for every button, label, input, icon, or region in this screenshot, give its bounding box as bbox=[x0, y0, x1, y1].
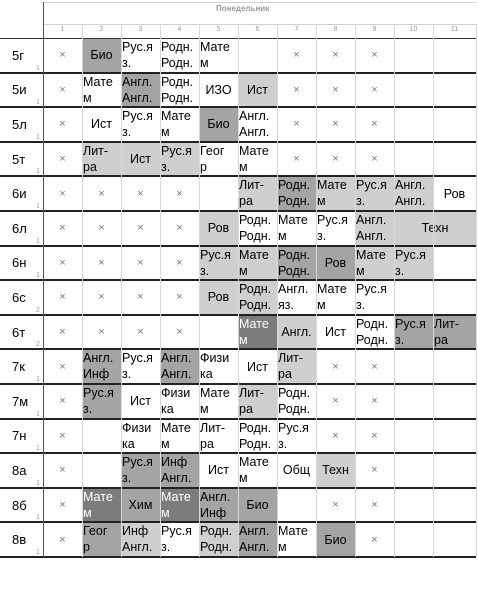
unavailable-mark: × bbox=[59, 395, 66, 408]
class-shift-number: 1 bbox=[36, 548, 40, 556]
lesson-slot[interactable]: Родн. Родн. bbox=[239, 213, 272, 243]
empty-slot[interactable] bbox=[394, 73, 433, 108]
empty-slot[interactable] bbox=[199, 176, 238, 211]
unavailable-mark: × bbox=[332, 499, 339, 512]
class-label bbox=[0, 384, 43, 419]
lesson-slot[interactable]: Ист bbox=[130, 394, 151, 409]
empty-slot[interactable] bbox=[433, 246, 476, 281]
unavailable-mark: × bbox=[98, 256, 105, 269]
class-shift-number: 1 bbox=[36, 445, 40, 453]
lesson-slot[interactable]: Рус.я з. bbox=[394, 246, 433, 281]
empty-slot[interactable] bbox=[433, 349, 476, 384]
unavailable-mark: × bbox=[59, 153, 66, 166]
unavailable-mark: × bbox=[293, 153, 300, 166]
class-label bbox=[0, 73, 43, 108]
lesson-slot[interactable]: Рус.я з. bbox=[122, 351, 153, 382]
lesson-slot[interactable]: Рус.я з. bbox=[278, 420, 309, 451]
lesson-slot[interactable]: Мате м bbox=[278, 213, 308, 243]
lesson-slot[interactable]: Физи ка bbox=[161, 386, 191, 416]
lesson-slot[interactable]: Био bbox=[238, 488, 277, 523]
class-name: 6т bbox=[12, 324, 26, 340]
unavailable-mark: × bbox=[332, 49, 339, 62]
column-number-header: 4 bbox=[177, 26, 182, 33]
lesson-slot[interactable]: Био bbox=[199, 107, 238, 142]
empty-slot[interactable] bbox=[394, 419, 433, 454]
lesson-slot[interactable]: Родн. Родн. bbox=[161, 40, 194, 70]
empty-slot[interactable] bbox=[394, 384, 433, 419]
lesson-slot[interactable]: Мате м bbox=[278, 524, 308, 555]
lesson-slot[interactable]: Лит- ра bbox=[238, 384, 277, 419]
column-divider bbox=[238, 24, 239, 557]
lesson-slot[interactable]: Англ. Англ. bbox=[160, 349, 199, 384]
lesson-slot[interactable]: Рус.я з. bbox=[161, 524, 192, 555]
lesson-slot[interactable]: Англ. bbox=[277, 315, 316, 350]
unavailable-mark: × bbox=[371, 83, 378, 96]
lesson-slot[interactable]: Англ. яз. bbox=[278, 282, 309, 313]
lesson-slot[interactable]: Мате м bbox=[238, 246, 277, 281]
unavailable-mark: × bbox=[59, 118, 66, 131]
lesson-slot[interactable]: Мате м bbox=[83, 74, 113, 105]
empty-slot[interactable] bbox=[199, 315, 238, 350]
class-label bbox=[0, 176, 43, 211]
lesson-slot[interactable]: Био bbox=[82, 38, 121, 73]
lesson-slot[interactable]: Мате м bbox=[317, 282, 347, 313]
class-label bbox=[0, 349, 43, 384]
unavailable-mark: × bbox=[332, 429, 339, 442]
unavailable-mark: × bbox=[371, 395, 378, 408]
empty-slot[interactable] bbox=[394, 38, 433, 73]
lesson-slot[interactable]: Родн. Родн. bbox=[238, 280, 277, 315]
lesson-slot[interactable]: Англ. Англ. bbox=[355, 211, 394, 246]
unavailable-mark: × bbox=[293, 49, 300, 62]
lesson-slot[interactable]: Рус.я з. bbox=[122, 109, 153, 140]
class-name: 8в bbox=[12, 532, 27, 548]
lesson-slot[interactable]: Рус.я з. bbox=[82, 384, 121, 419]
column-number-header: 6 bbox=[255, 26, 260, 33]
lesson-slot[interactable]: Ров bbox=[443, 186, 466, 201]
unavailable-mark: × bbox=[371, 464, 378, 477]
lesson-slot[interactable]: Рус.я з. bbox=[121, 453, 160, 488]
unavailable-mark: × bbox=[59, 291, 66, 304]
class-shift-number: 1 bbox=[36, 202, 40, 210]
unavailable-mark: × bbox=[98, 291, 105, 304]
lesson-slot[interactable]: Ист bbox=[121, 142, 160, 177]
empty-slot[interactable] bbox=[433, 142, 476, 177]
lesson-slot[interactable]: Англ. Инф bbox=[199, 488, 238, 523]
lesson-slot[interactable]: Ров bbox=[199, 211, 238, 246]
empty-slot[interactable] bbox=[433, 384, 476, 419]
class-label bbox=[0, 246, 43, 281]
lesson-slot[interactable]: Рус.я з. bbox=[160, 142, 199, 177]
unavailable-mark: × bbox=[176, 326, 183, 339]
column-divider bbox=[199, 24, 200, 557]
unavailable-mark: × bbox=[332, 83, 339, 96]
class-label bbox=[0, 107, 43, 142]
lesson-slot[interactable]: Техн bbox=[316, 453, 355, 488]
column-divider bbox=[394, 24, 395, 557]
empty-slot[interactable] bbox=[82, 453, 121, 488]
empty-slot[interactable] bbox=[82, 419, 121, 454]
unavailable-mark: × bbox=[371, 49, 378, 62]
class-shift-number: 2 bbox=[36, 306, 40, 314]
class-name: 6л bbox=[12, 220, 27, 236]
class-name: 7н bbox=[12, 428, 27, 444]
unavailable-mark: × bbox=[59, 429, 66, 442]
unavailable-mark: × bbox=[332, 153, 339, 166]
unavailable-mark: × bbox=[371, 360, 378, 373]
class-name: 8б bbox=[12, 497, 27, 513]
column-number-header: 7 bbox=[294, 26, 299, 33]
lesson-slot[interactable]: Био bbox=[316, 522, 355, 557]
lesson-slot[interactable]: Мате м bbox=[161, 420, 191, 451]
unavailable-mark: × bbox=[59, 464, 66, 477]
column-number-header: 5 bbox=[216, 26, 221, 33]
lesson-slot[interactable]: Общ bbox=[282, 463, 311, 478]
empty-slot[interactable] bbox=[433, 419, 476, 454]
empty-slot[interactable] bbox=[433, 453, 476, 488]
class-label bbox=[0, 419, 43, 454]
column-divider bbox=[433, 24, 434, 557]
lesson-slot[interactable]: Лит- ра bbox=[277, 349, 316, 384]
lesson-slot[interactable]: Мате м bbox=[82, 488, 121, 523]
lesson-slot[interactable]: Ист bbox=[325, 325, 346, 340]
lesson-slot[interactable]: Ист bbox=[247, 359, 268, 374]
lesson-slot[interactable]: Ров bbox=[316, 246, 355, 281]
empty-slot[interactable] bbox=[433, 38, 476, 73]
class-shift-number: 1 bbox=[36, 514, 40, 522]
column-divider bbox=[121, 24, 122, 557]
unavailable-mark: × bbox=[176, 187, 183, 200]
label-column-border bbox=[43, 2, 44, 557]
lesson-slot[interactable]: Родн. Родн. bbox=[278, 386, 311, 416]
lesson-slot[interactable]: Ист bbox=[208, 463, 229, 478]
unavailable-mark: × bbox=[59, 83, 66, 96]
column-divider bbox=[355, 24, 356, 557]
unavailable-mark: × bbox=[332, 395, 339, 408]
lesson-slot[interactable]: Мате м bbox=[160, 488, 199, 523]
lesson-slot[interactable]: Инф Англ. bbox=[121, 522, 160, 557]
class-label bbox=[0, 522, 43, 557]
unavailable-mark: × bbox=[176, 222, 183, 235]
lesson-slot[interactable]: Инф Англ. bbox=[160, 453, 199, 488]
unavailable-mark: × bbox=[137, 187, 144, 200]
class-shift-number: 1 bbox=[36, 168, 40, 176]
unavailable-mark: × bbox=[59, 326, 66, 339]
lesson-slot[interactable]: Родн. Родн. bbox=[277, 176, 316, 211]
header-divider bbox=[43, 24, 476, 25]
lesson-slot[interactable]: Рус.я з. bbox=[394, 315, 433, 350]
class-shift-number: 1 bbox=[36, 272, 40, 280]
lesson-slot[interactable]: Мате м bbox=[239, 143, 269, 174]
class-name: 7м bbox=[12, 393, 29, 409]
class-name: 6н bbox=[12, 255, 27, 271]
class-shift-number: 1 bbox=[36, 237, 40, 245]
class-label bbox=[0, 211, 43, 246]
unavailable-mark: × bbox=[371, 118, 378, 131]
unavailable-mark: × bbox=[59, 49, 66, 62]
unavailable-mark: × bbox=[371, 429, 378, 442]
empty-slot[interactable] bbox=[433, 488, 476, 523]
unavailable-mark: × bbox=[371, 499, 378, 512]
unavailable-mark: × bbox=[176, 291, 183, 304]
lesson-slot[interactable]: Лит- ра bbox=[433, 315, 476, 350]
lesson-slot[interactable]: Мате м bbox=[238, 315, 277, 350]
lesson-slot[interactable]: Хим bbox=[121, 488, 160, 523]
empty-slot[interactable] bbox=[277, 488, 316, 523]
lesson-slot[interactable]: Ров bbox=[199, 280, 238, 315]
lesson-slot[interactable]: Рус.я з. bbox=[199, 246, 238, 281]
lesson-slot[interactable]: ИЗО bbox=[205, 82, 232, 97]
column-number-header: 10 bbox=[409, 26, 418, 33]
class-shift-number: 1 bbox=[36, 479, 40, 487]
unavailable-mark: × bbox=[332, 360, 339, 373]
class-label bbox=[0, 142, 43, 177]
unavailable-mark: × bbox=[59, 499, 66, 512]
lesson-slot[interactable]: Физи ка bbox=[200, 351, 230, 382]
column-number-header: 9 bbox=[372, 26, 377, 33]
lesson-slot[interactable]: Мате м bbox=[161, 109, 191, 140]
empty-slot[interactable] bbox=[433, 280, 476, 315]
lesson-slot[interactable]: Лит- ра bbox=[200, 420, 226, 451]
unavailable-mark: × bbox=[98, 222, 105, 235]
column-divider bbox=[316, 24, 317, 557]
class-shift-number: 1 bbox=[36, 410, 40, 418]
column-divider bbox=[82, 24, 83, 557]
class-shift-number: 1 bbox=[36, 375, 40, 383]
lesson-slot[interactable]: Рус.я з. bbox=[356, 282, 387, 313]
lesson-slot[interactable]: Рус.я з. bbox=[317, 213, 348, 243]
empty-slot[interactable] bbox=[394, 107, 433, 142]
unavailable-mark: × bbox=[176, 256, 183, 269]
unavailable-mark: × bbox=[137, 326, 144, 339]
empty-slot[interactable] bbox=[433, 522, 476, 557]
class-label bbox=[0, 315, 43, 350]
class-shift-number: 1 bbox=[36, 133, 40, 141]
unavailable-mark: × bbox=[137, 222, 144, 235]
class-label bbox=[0, 453, 43, 488]
empty-slot[interactable] bbox=[394, 349, 433, 384]
column-divider bbox=[476, 24, 477, 557]
day-title: Понедельник bbox=[216, 4, 270, 13]
column-number-header: 3 bbox=[138, 26, 143, 33]
empty-slot[interactable] bbox=[394, 280, 433, 315]
header-top-border bbox=[43, 2, 476, 3]
lesson-slot[interactable]: Ист bbox=[238, 73, 277, 108]
lesson-slot[interactable]: Рус.я з. bbox=[355, 176, 394, 211]
lesson-slot[interactable]: Мате м bbox=[200, 40, 230, 70]
column-number-header: 8 bbox=[333, 26, 338, 33]
lesson-slot[interactable]: Родн. Родн. bbox=[277, 246, 316, 281]
class-name: 5т bbox=[12, 151, 26, 167]
column-divider bbox=[160, 24, 161, 557]
unavailable-mark: × bbox=[59, 187, 66, 200]
class-name: 5г bbox=[12, 47, 24, 63]
unavailable-mark: × bbox=[137, 256, 144, 269]
unavailable-mark: × bbox=[59, 256, 66, 269]
lesson-slot[interactable]: Геог р bbox=[82, 522, 121, 557]
lesson-slot[interactable]: Родн. Родн. bbox=[161, 74, 194, 105]
column-divider bbox=[277, 24, 278, 557]
empty-slot[interactable] bbox=[433, 107, 476, 142]
lesson-slot[interactable]: Англ. Англ. bbox=[394, 176, 433, 211]
class-name: 5л bbox=[12, 116, 27, 132]
lesson-slot[interactable]: Лит- ра bbox=[82, 142, 121, 177]
unavailable-mark: × bbox=[98, 187, 105, 200]
unavailable-mark: × bbox=[59, 360, 66, 373]
class-shift-number: 1 bbox=[36, 64, 40, 72]
lesson-slot[interactable]: Ист bbox=[91, 117, 112, 132]
lesson-slot[interactable]: Лит- ра bbox=[238, 176, 277, 211]
lesson-slot[interactable]: Англ. Англ. bbox=[121, 73, 160, 108]
lesson-slot[interactable]: Англ. Англ. bbox=[238, 522, 277, 557]
class-label bbox=[0, 280, 43, 315]
unavailable-mark: × bbox=[332, 118, 339, 131]
lesson-slot[interactable]: Мате м bbox=[200, 386, 230, 416]
lesson-slot[interactable]: Рус.я з. bbox=[122, 40, 153, 70]
empty-slot[interactable] bbox=[394, 522, 433, 557]
class-label bbox=[0, 488, 43, 523]
empty-slot[interactable] bbox=[433, 73, 476, 108]
class-name: 7к bbox=[12, 359, 25, 375]
empty-slot[interactable] bbox=[394, 142, 433, 177]
unavailable-mark: × bbox=[59, 533, 66, 546]
class-label bbox=[0, 38, 43, 73]
class-name: 6и bbox=[12, 186, 27, 202]
class-name: 8а bbox=[12, 462, 27, 478]
unavailable-mark: × bbox=[371, 533, 378, 546]
unavailable-mark: × bbox=[371, 153, 378, 166]
lesson-slot[interactable]: Мате м bbox=[316, 176, 355, 211]
class-name: 5и bbox=[12, 82, 27, 98]
column-number-header: 11 bbox=[450, 26, 459, 33]
column-number-header: 2 bbox=[99, 26, 104, 33]
unavailable-mark: × bbox=[293, 118, 300, 131]
class-shift-number: 2 bbox=[36, 341, 40, 349]
empty-slot[interactable] bbox=[394, 488, 433, 523]
empty-slot[interactable] bbox=[238, 38, 277, 73]
empty-slot[interactable] bbox=[394, 453, 433, 488]
lesson-slot[interactable]: Мате м bbox=[239, 455, 269, 486]
unavailable-mark: × bbox=[59, 222, 66, 235]
lesson-slot[interactable]: Родн. Родн. bbox=[199, 522, 238, 557]
lesson-slot[interactable]: Геог р bbox=[200, 143, 225, 174]
column-number-header: 1 bbox=[60, 26, 65, 33]
class-name: 6с bbox=[12, 289, 26, 305]
lesson-slot[interactable]: Родн. Родн. bbox=[356, 316, 389, 347]
unavailable-mark: × bbox=[137, 291, 144, 304]
lesson-slot[interactable]: Англ. Инф bbox=[82, 349, 121, 384]
class-shift-number: 1 bbox=[36, 99, 40, 107]
lesson-slot[interactable]: Мате м bbox=[355, 246, 394, 281]
lesson-slot[interactable]: Техн bbox=[394, 211, 476, 246]
lesson-slot[interactable]: Англ. Англ. bbox=[239, 109, 270, 140]
unavailable-mark: × bbox=[98, 326, 105, 339]
unavailable-mark: × bbox=[293, 83, 300, 96]
lesson-slot[interactable]: Родн. Родн. bbox=[239, 420, 272, 451]
lesson-slot[interactable]: Физи ка bbox=[122, 420, 152, 451]
